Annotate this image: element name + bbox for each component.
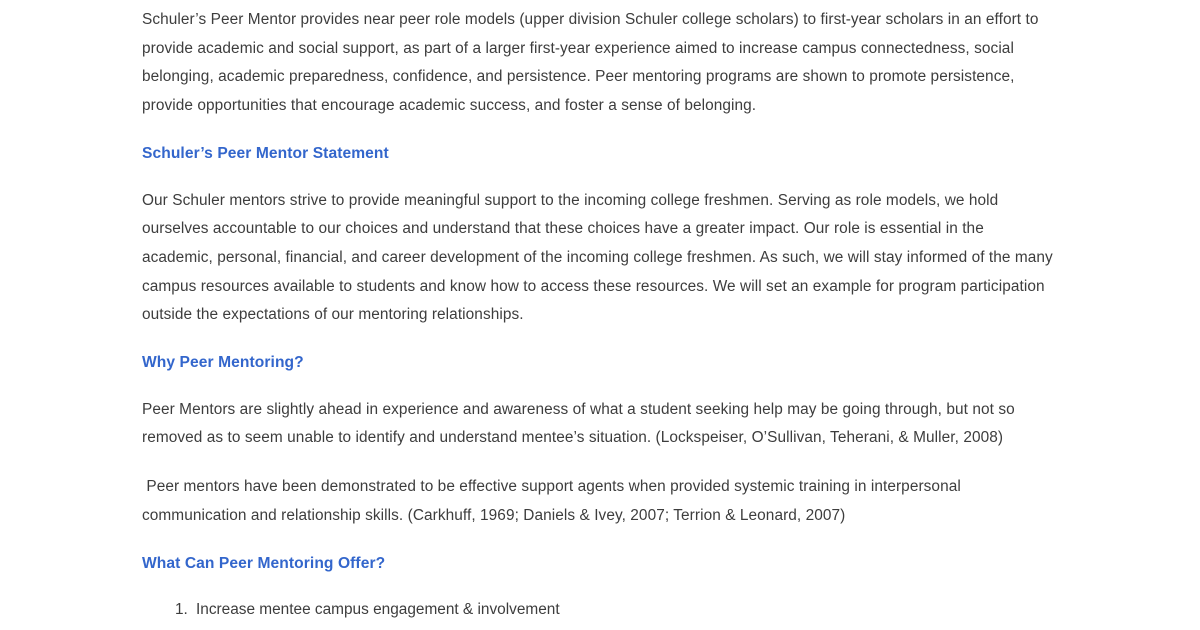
list-item-label: Increase mentee campus engagement & involvement <box>196 601 560 619</box>
spacer <box>142 121 1054 140</box>
heading-why-peer-mentoring: Why Peer Mentoring? <box>142 354 304 372</box>
why-peer-mentoring-paragraph-1: Peer Mentors are slightly ahead in experience and awareness of what a student seeking help may be going through, but not so removed as to seem unable to identify and understand mentee’s situation. (Lockspeiser, O’Sullivan, Teherani, & Muller, 2008) <box>142 400 1020 447</box>
spacer <box>142 330 1054 349</box>
list-item-marker: 1. <box>175 601 188 619</box>
spacer <box>142 578 1054 596</box>
offer-list <box>142 596 1054 625</box>
spacer <box>142 453 1054 473</box>
spacer <box>142 169 1054 187</box>
spacer <box>142 531 1054 550</box>
document-content <box>142 6 1058 625</box>
list-item <box>142 596 1054 625</box>
heading-what-can-peer-mentoring-offer: What Can Peer Mentoring Offer? <box>142 554 386 572</box>
why-peer-mentoring-paragraph-2: Peer mentors have been demonstrated to be effective support agents when provided systemic training in interpersonal communication and relationship skills. (Carkhuff, 1969; Daniels & Ivey, 2007; Terrion & Leonard, 2007) <box>142 478 966 524</box>
mentor-statement-paragraph: Our Schuler mentors strive to provide meaningful support to the incoming college freshmen. Serving as role models, we hold ourselves accountable to our choices and understand that these choices have a greater impact. Our role is essential in the academic, personal, financial, and career development of the incoming college freshmen. As such, we will stay informed of the many campus resources available to students and know how to access these resources. We will set an example for program participation outside the expectations of our mentoring relationships. <box>142 191 1058 324</box>
heading-schulers-peer-mentor-statement: Schuler’s Peer Mentor Statement <box>142 144 389 162</box>
intro-paragraph: Schuler’s Peer Mentor provides near peer role models (upper division Schuler college scholars) to first-year scholars in an effort to provide academic and social support, as part of a larger first-year experience aimed to increase campus connectedness, social belonging, academic preparedness, confidence, and persistence. Peer mentoring programs are shown to promote persistence, provide opportunities that encourage academic success, and foster a sense of belonging. <box>142 11 1043 115</box>
spacer <box>142 378 1054 396</box>
